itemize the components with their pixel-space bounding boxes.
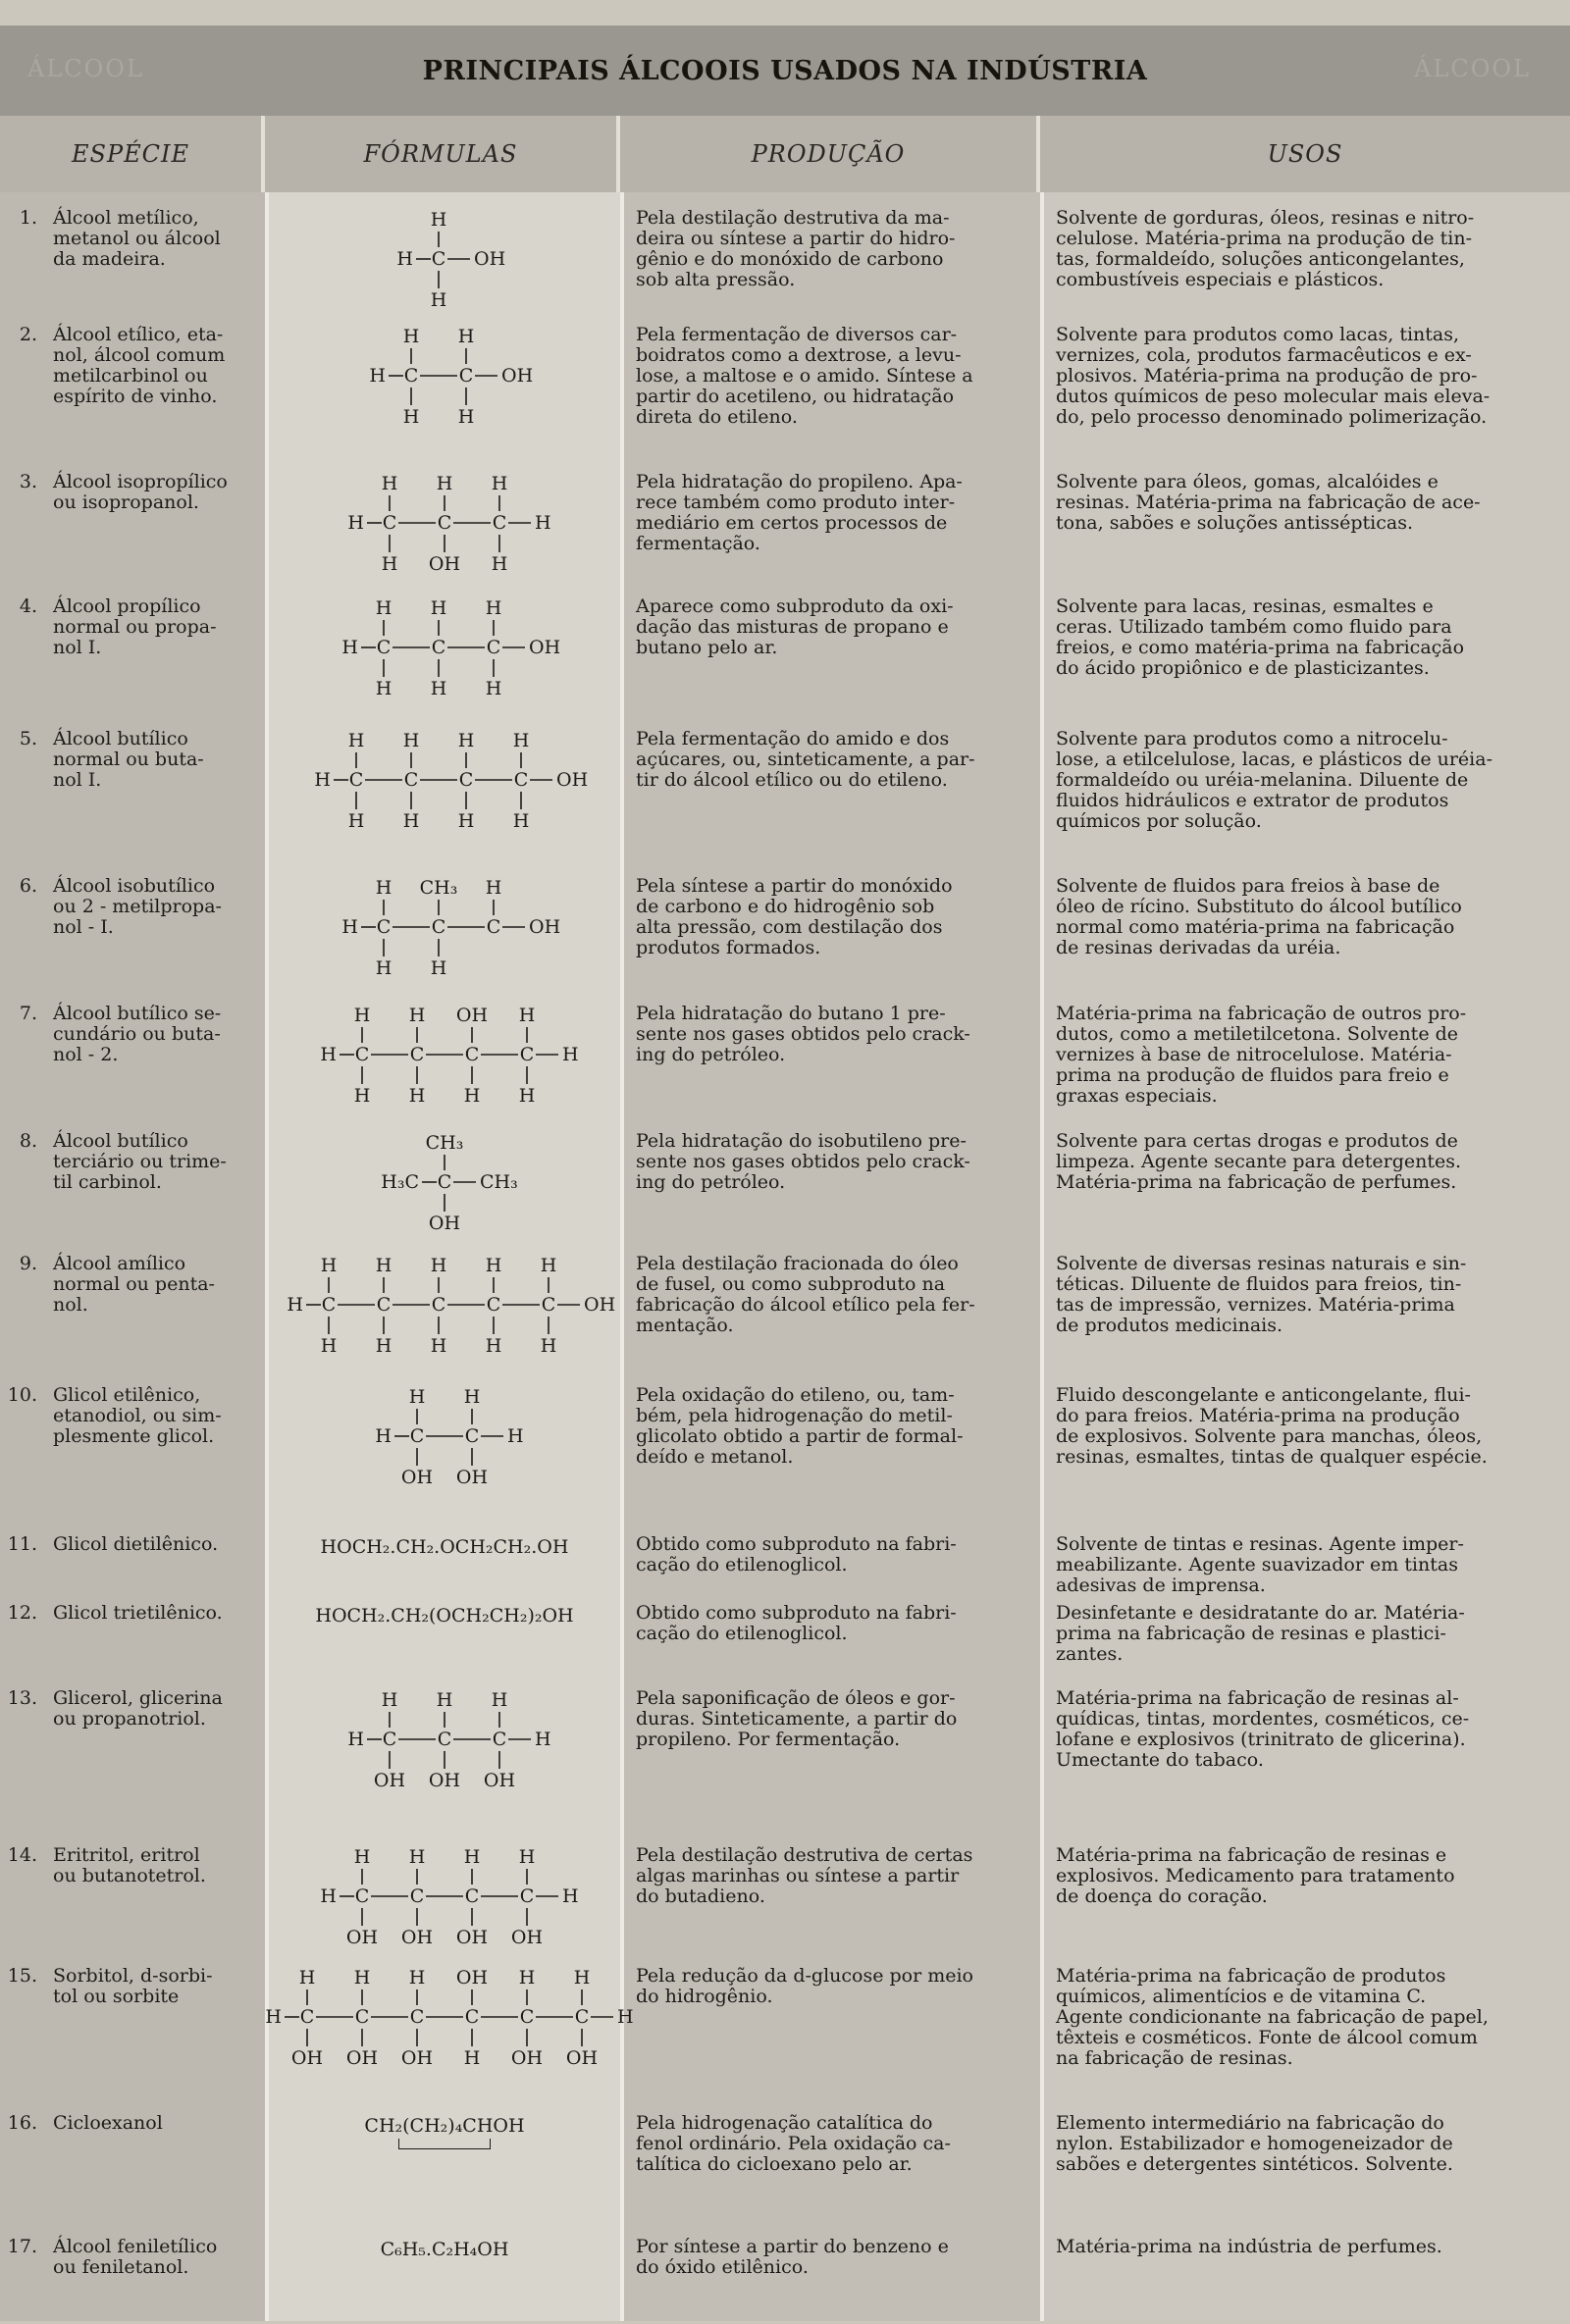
usos-cell: Solvente de fluidos para freios à base de óleo de rícino. Substituto do álcool butílico normal como matéria-prima na fabricação de resinas derivadas da uréia. xyxy=(1056,875,1462,958)
atom-label: OH xyxy=(290,2047,324,2069)
atom-label: H xyxy=(436,1689,453,1711)
atom-label: H xyxy=(320,1255,338,1276)
row-number: 12. xyxy=(7,1602,37,1624)
especie-name: Álcool isobutílico ou 2 - metilpropa- nol - I. xyxy=(53,875,222,938)
atom-label: H xyxy=(381,553,398,575)
usos-cell: Solvente para óleos, gomas, alcalóides e resinas. Matéria-prima na fabricação de ace- tona, sabões e soluções antissépticas. xyxy=(1056,471,1481,534)
formula-cell xyxy=(269,1845,620,1947)
atom-label: H xyxy=(341,916,358,938)
atom-label: C xyxy=(464,2006,480,2028)
producao-cell: Aparece como subproduto da oxi- dação das misturas de propano e butano pelo ar. xyxy=(636,595,954,658)
usos-cell: Solvente de tintas e resinas. Agente imper- meabilizante. Agente suavizador em tintas adesivas de imprensa. xyxy=(1056,1533,1464,1596)
atom-label: OH xyxy=(428,553,461,575)
formula-text: HOCH₂.CH₂.OCH₂CH₂.OH xyxy=(320,1536,569,1558)
atom-label: H xyxy=(518,1085,536,1107)
atom-label: OH xyxy=(556,769,589,791)
row-number: 2. xyxy=(19,324,37,345)
atom-label: H xyxy=(463,1085,481,1107)
producao-cell: Pela saponificação de óleos e gor- duras. Sinteticamente, a partir do propileno. Por fermentação. xyxy=(636,1687,958,1750)
atom-label: H xyxy=(430,209,447,231)
column-divider xyxy=(1040,192,1044,2321)
atom-label: C xyxy=(437,1729,452,1750)
formula-cell xyxy=(269,1004,620,1106)
structural-formula xyxy=(327,876,562,978)
atom-label: H xyxy=(408,1005,426,1026)
atom-label: OH xyxy=(529,916,561,938)
structural-formula xyxy=(333,472,556,574)
atom-label: H xyxy=(320,1044,337,1065)
formula-cell xyxy=(269,1385,620,1487)
atom-label: H xyxy=(347,512,364,534)
atom-label: C xyxy=(464,1885,480,1907)
row-number: 5. xyxy=(19,728,37,749)
atom-label: H xyxy=(353,1085,371,1107)
atom-label: H xyxy=(491,473,508,494)
producao-cell: Pela fermentação do amido e dos açúcares, ou, sinteticamente, a par- tir do álcool etílico ou do etileno. xyxy=(636,728,975,791)
atom-label: H xyxy=(347,730,365,751)
atom-label: OH xyxy=(345,1927,379,1948)
especie-name: Glicol trietilênico. xyxy=(53,1602,223,1624)
atom-label: C xyxy=(492,1729,507,1750)
structural-formula xyxy=(272,1254,617,1356)
atom-label: C xyxy=(403,769,419,791)
especie-name: Álcool butílico terciário ou trime- til carbinol. xyxy=(53,1130,227,1193)
atom-label: C xyxy=(354,1044,370,1065)
atom-label: H xyxy=(430,1335,447,1357)
especie-name: Glicol etilênico, etanodiol, ou sim- plesmente glicol. xyxy=(53,1384,222,1447)
atom-label: C xyxy=(541,1294,556,1316)
row-number: 6. xyxy=(19,875,37,897)
atom-label: H xyxy=(375,877,392,899)
row-number: 16. xyxy=(7,2112,37,2134)
atom-label: OH xyxy=(455,1927,489,1948)
formula-cell xyxy=(269,325,620,427)
atom-label: H xyxy=(430,957,447,979)
usos-cell: Matéria-prima na fabricação de produtos químicos, alimentícios e de vitamina C. Agente condicionante na fabricação de papel, têxteis e cosméticos. Fonte de álcool comum na fabricação de resinas. xyxy=(1056,1965,1489,2069)
especie-cell xyxy=(0,1004,257,1065)
atom-label: H xyxy=(457,730,475,751)
formula-cell xyxy=(269,1131,620,1233)
atom-label: OH xyxy=(529,637,561,658)
usos-cell: Elemento intermediário na fabricação do nylon. Estabilizador e homogeneizador de sabões e detergentes sintéticos. Solvente. xyxy=(1056,2112,1453,2175)
atom-label: H xyxy=(347,1729,364,1750)
atom-label: H xyxy=(485,877,502,899)
formula-cell xyxy=(269,1534,620,1558)
producao-cell: Pela oxidação do etileno, ou, tam- bém, pela hidrogenação do metil- glicolato obtido a partir de formal- deído e metanol. xyxy=(636,1384,964,1468)
atom-label: H xyxy=(287,1294,303,1316)
atom-label: C xyxy=(354,2006,370,2028)
producao-cell: Pela hidratação do isobutileno pre- sente nos gases obtidos pelo crack- ing do petróleo. xyxy=(636,1130,970,1193)
atom-label: H xyxy=(457,406,475,428)
especie-name: Eritritol, eritrol ou butanotetrol. xyxy=(53,1844,206,1886)
row-number: 11. xyxy=(7,1533,37,1555)
structural-formula xyxy=(250,1966,639,2068)
formula-cell xyxy=(269,596,620,698)
especie-cell xyxy=(0,596,257,658)
atom-label: H xyxy=(485,678,502,699)
row-number: 9. xyxy=(19,1253,37,1274)
atom-label: H xyxy=(408,1967,426,1988)
formula-cell xyxy=(269,2113,620,2149)
structural-formula xyxy=(364,1131,525,1233)
atom-label: C xyxy=(486,916,501,938)
especie-cell xyxy=(0,1131,257,1193)
especie-name: Cicloexanol xyxy=(53,2112,163,2134)
atom-label: OH xyxy=(455,1467,489,1488)
atom-label: OH xyxy=(428,1770,461,1791)
formula-text: CH₂(CH₂)₄CHOH xyxy=(364,2115,525,2137)
atom-label: H xyxy=(402,406,420,428)
atom-label: OH xyxy=(400,1467,434,1488)
atom-label: H xyxy=(353,1967,371,1988)
especie-cell xyxy=(0,2113,257,2134)
atom-label: H xyxy=(381,1689,398,1711)
atom-label: H xyxy=(617,2006,634,2028)
formula-cell xyxy=(269,1688,620,1790)
producao-cell: Pela redução da d-glucose por meio do hidrogênio. xyxy=(636,1965,973,2007)
atom-label: C xyxy=(464,1044,480,1065)
atom-label: H xyxy=(375,1335,392,1357)
atom-label: H xyxy=(353,1005,371,1026)
atom-label: H xyxy=(463,2047,481,2069)
atom-label: C xyxy=(409,1425,425,1447)
atom-label: H xyxy=(347,810,365,832)
table-header xyxy=(0,116,1570,192)
structural-formula xyxy=(305,1845,584,1947)
atom-label: H xyxy=(485,597,502,619)
atom-label: H xyxy=(375,1255,392,1276)
usos-cell: Desinfetante e desidratante do ar. Matéria- prima na fabricação de resinas e plastici- zantes. xyxy=(1056,1602,1465,1665)
especie-cell xyxy=(0,1603,257,1624)
atom-label: H xyxy=(485,1335,502,1357)
formula-text: HOCH₂.CH₂(OCH₂CH₂)₂OH xyxy=(315,1605,574,1627)
producao-cell: Por síntese a partir do benzeno e do óxido etilênico. xyxy=(636,2236,949,2278)
usos-cell: Solvente de diversas resinas naturais e sin- téticas. Diluente de fluidos para freios, tin- tas de impressão, vernizes. Matéria-prima de produtos medicinais. xyxy=(1056,1253,1467,1336)
atom-label: OH xyxy=(565,2047,599,2069)
especie-name: Álcool butílico normal ou buta- nol I. xyxy=(53,728,204,791)
atom-label: H xyxy=(457,326,475,347)
atom-label: H xyxy=(265,2006,282,2028)
producao-cell: Pela hidratação do propileno. Apa- rece também como produto inter- mediário em certos processos de fermentação. xyxy=(636,471,963,554)
atom-label: H xyxy=(518,1846,536,1868)
atom-label: CH₃ xyxy=(419,877,458,899)
ring-formula xyxy=(364,2113,524,2149)
atom-label: H xyxy=(512,730,530,751)
row-number: 3. xyxy=(19,471,37,492)
usos-cell: Solvente de gorduras, óleos, resinas e nitro- celulose. Matéria-prima na produção de tin- tas, formaldeído, soluções anticongelantes, combustíveis especiais e plásticos. xyxy=(1056,207,1475,290)
atom-label: H xyxy=(430,678,447,699)
formula-cell xyxy=(265,1966,634,2069)
formula-cell xyxy=(269,2237,620,2260)
especie-cell xyxy=(0,1966,257,2007)
producao-cell: Pela hidratação do butano 1 pre- sente nos gases obtidos pelo crack- ing do petróleo. xyxy=(636,1003,970,1065)
atom-label: H xyxy=(402,730,420,751)
atom-label: H xyxy=(518,1967,536,1988)
header-usos: USOS xyxy=(1267,140,1343,168)
structural-formula xyxy=(299,729,590,831)
atom-label: C xyxy=(431,637,446,658)
formula-cell xyxy=(269,1254,620,1356)
header-producao: PRODUÇÃO xyxy=(620,116,1040,192)
atom-label: C xyxy=(437,1171,452,1193)
producao-cell: Pela fermentação de diversos car- boidratos como a dextrose, a levu- lose, a maltose e o amido. Síntese a partir do acetileno, ou hidratação direta do etileno. xyxy=(636,324,973,428)
atom-label: OH xyxy=(373,1770,406,1791)
atom-label: H xyxy=(507,1425,524,1447)
atom-label: H xyxy=(463,1386,481,1408)
atom-label: H xyxy=(320,1335,338,1357)
atom-label: OH xyxy=(474,248,506,270)
atom-label: C xyxy=(574,2006,590,2028)
row-number: 15. xyxy=(7,1965,37,1987)
atom-label: C xyxy=(382,512,397,534)
atom-label: H xyxy=(430,289,447,311)
header-especie: ESPÉCIE xyxy=(0,116,265,192)
structural-formula xyxy=(333,1688,556,1790)
formula-cell xyxy=(269,1603,620,1627)
row-number: 4. xyxy=(19,595,37,617)
atom-label: C xyxy=(321,1294,337,1316)
producao-cell: Pela destilação destrutiva de certas algas marinhas ou síntese a partir do butadieno. xyxy=(636,1844,973,1907)
atom-label: CH₃ xyxy=(425,1132,464,1154)
atom-label: H xyxy=(535,1729,551,1750)
atom-label: OH xyxy=(510,1927,544,1948)
atom-label: H xyxy=(402,810,420,832)
atom-label: C xyxy=(492,512,507,534)
ghost-text-left: ÁLCOOL xyxy=(27,55,144,82)
usos-cell: Solvente para produtos como lacas, tintas, vernizes, cola, produtos farmacêuticos e ex- plosivos. Matéria-prima na produção de pro- dutos químicos de peso molecular mais eleva- do, pelo processo denominado polimerização. xyxy=(1056,324,1491,428)
atom-label: H xyxy=(457,810,475,832)
usos-cell: Solvente para certas drogas e produtos de limpeza. Agente secante para detergentes. Matéria-prima na fabricação de perfumes. xyxy=(1056,1130,1462,1193)
formula-cell xyxy=(269,472,620,574)
atom-label: OH xyxy=(510,2047,544,2069)
table-body xyxy=(0,192,1570,2321)
atom-label: C xyxy=(409,1044,425,1065)
atom-label: H xyxy=(298,1967,316,1988)
atom-label: C xyxy=(376,637,392,658)
especie-name: Álcool isopropílico ou isopropanol. xyxy=(53,471,228,513)
especie-name: Álcool feniletílico ou feniletanol. xyxy=(53,2236,218,2278)
especie-cell xyxy=(0,1385,257,1447)
usos-cell: Matéria-prima na fabricação de resinas e explosivos. Medicamento para tratamento de doença do coração. xyxy=(1056,1844,1455,1907)
especie-cell xyxy=(0,876,257,938)
title-band xyxy=(0,26,1570,116)
producao-cell: Obtido como subproduto na fabri- cação do etilenoglicol. xyxy=(636,1533,957,1575)
atom-label: H xyxy=(512,810,530,832)
atom-label: C xyxy=(431,248,446,270)
especie-cell xyxy=(0,325,257,407)
producao-cell: Pela hidrogenação catalítica do fenol ordinário. Pela oxidação ca- talítica do cicloexano pelo ar. xyxy=(636,2112,951,2175)
atom-label: H xyxy=(540,1255,557,1276)
atom-label: C xyxy=(409,1885,425,1907)
row-number: 13. xyxy=(7,1687,37,1709)
row-number: 1. xyxy=(19,207,37,229)
atom-label: C xyxy=(299,2006,315,2028)
atom-label: C xyxy=(382,1729,397,1750)
atom-label: H xyxy=(562,1885,579,1907)
producao-cell: Pela destilação destrutiva da ma- deira ou síntese a partir do hidro- gênio e do monóxido de carbono sob alta pressão. xyxy=(636,207,956,290)
atom-label: CH₃ xyxy=(480,1171,518,1193)
especie-cell xyxy=(0,1688,257,1730)
usos-cell: Fluido descongelante e anticongelante, flui- do para freios. Matéria-prima na produção de explosivos. Solvente para manchas, óleos, resinas, esmaltes, tintas de qualquer espécie. xyxy=(1056,1384,1488,1468)
usos-cell: Matéria-prima na fabricação de resinas al- quídicas, tintas, mordentes, cosméticos, ce- lofane e explosivos (trinitrato de glicerina). Umectante do tabaco. xyxy=(1056,1687,1470,1771)
atom-label: OH xyxy=(400,2047,434,2069)
atom-label: H xyxy=(369,365,386,387)
especie-cell xyxy=(0,1534,257,1555)
atom-label: C xyxy=(464,1425,480,1447)
row-number: 10. xyxy=(7,1384,37,1406)
atom-label: H xyxy=(375,678,392,699)
atom-label: C xyxy=(376,916,392,938)
atom-label: H xyxy=(430,597,447,619)
atom-label: C xyxy=(519,1885,535,1907)
atom-label: OH xyxy=(455,1967,489,1988)
atom-label: OH xyxy=(455,1005,489,1026)
structural-formula xyxy=(354,325,535,427)
atom-label: H xyxy=(341,637,358,658)
atom-label: H xyxy=(485,1255,502,1276)
atom-label: C xyxy=(486,637,501,658)
atom-label: H xyxy=(402,326,420,347)
especie-cell xyxy=(0,2237,257,2278)
header-formulas: FÓRMULAS xyxy=(265,116,620,192)
usos-cell: Matéria-prima na fabricação de outros pro- dutos, como a metiletilcetona. Solvente de vernizes à base de nitrocelulose. Matéria- prima na produção de fluidos para freio e graxas especiais. xyxy=(1056,1003,1467,1107)
row-number: 14. xyxy=(7,1844,37,1866)
atom-label: C xyxy=(513,769,529,791)
especie-cell xyxy=(0,1254,257,1316)
especie-name: Sorbitol, d-sorbi- tol ou sorbite xyxy=(53,1965,213,2007)
atom-label: H xyxy=(491,553,508,575)
atom-label: H xyxy=(562,1044,579,1065)
especie-name: Glicol dietilênico. xyxy=(53,1533,219,1555)
atom-label: H xyxy=(540,1335,557,1357)
atom-label: C xyxy=(409,2006,425,2028)
atom-label: C xyxy=(458,365,474,387)
atom-label: H xyxy=(375,597,392,619)
atom-label: OH xyxy=(345,2047,379,2069)
atom-label: OH xyxy=(584,1294,616,1316)
usos-cell: Matéria-prima na indústria de perfumes. xyxy=(1056,2236,1442,2257)
formula-text: C₆H₅.C₂H₄OH xyxy=(380,2239,509,2260)
usos-cell: Solvente para lacas, resinas, esmaltes e ceras. Utilizado também como fluido para freios, e como matéria-prima na fabricação do ácido propiônico e de plasticizantes. xyxy=(1056,595,1465,679)
row-number: 7. xyxy=(19,1003,37,1024)
row-number: 17. xyxy=(7,2236,37,2257)
atom-label: C xyxy=(431,916,446,938)
atom-label: H xyxy=(408,1846,426,1868)
especie-cell xyxy=(0,208,257,270)
atom-label: H xyxy=(430,1255,447,1276)
atom-label: H₃C xyxy=(381,1171,419,1193)
atom-label: H xyxy=(353,1846,371,1868)
usos-cell: Solvente para produtos como a nitrocelu- lose, a etilcelulose, lacas, e plásticos de uréia- formaldeído ou uréia-melanina. Diluente de fluidos hidráulicos e extrator de produtos químicos por solução. xyxy=(1056,728,1492,832)
structural-formula xyxy=(327,596,562,698)
atom-label: H xyxy=(535,512,551,534)
especie-name: Álcool amílico normal ou penta- nol. xyxy=(53,1253,215,1316)
atom-label: C xyxy=(431,1294,446,1316)
atom-label: H xyxy=(518,1005,536,1026)
especie-name: Álcool butílico se- cundário ou buta- nol - 2. xyxy=(53,1003,222,1065)
atom-label: H xyxy=(408,1085,426,1107)
atom-label: H xyxy=(314,769,331,791)
atom-label: C xyxy=(376,1294,392,1316)
especie-name: Álcool metílico, metanol ou álcool da madeira. xyxy=(53,207,221,270)
especie-cell xyxy=(0,729,257,791)
atom-label: C xyxy=(519,1044,535,1065)
ring-bracket xyxy=(398,2139,491,2149)
atom-label: OH xyxy=(428,1213,461,1234)
row-number: 8. xyxy=(19,1130,37,1152)
atom-label: H xyxy=(436,473,453,494)
atom-label: OH xyxy=(501,365,534,387)
producao-cell: Pela síntese a partir do monóxido de carbono e do hidrogênio sob alta pressão, com destilação dos produtos formados. xyxy=(636,875,953,958)
formula-cell xyxy=(269,729,620,831)
atom-label: OH xyxy=(400,1927,434,1948)
atom-label: C xyxy=(403,365,419,387)
especie-name: Álcool propílico normal ou propa- nol I. xyxy=(53,595,217,658)
atom-label: C xyxy=(437,512,452,534)
especie-name: Glicerol, glicerina ou propanotriol. xyxy=(53,1687,223,1730)
atom-label: H xyxy=(375,957,392,979)
structural-formula xyxy=(382,208,507,310)
atom-label: C xyxy=(519,2006,535,2028)
atom-label: C xyxy=(458,769,474,791)
ghost-text-right: ÁLCOOL xyxy=(1414,55,1531,82)
structural-formula xyxy=(305,1004,584,1106)
especie-cell xyxy=(0,1845,257,1886)
atom-label: C xyxy=(486,1294,501,1316)
atom-label: H xyxy=(396,248,413,270)
atom-label: H xyxy=(381,473,398,494)
atom-label: C xyxy=(354,1885,370,1907)
especie-cell xyxy=(0,472,257,513)
atom-label: H xyxy=(375,1425,392,1447)
atom-label: C xyxy=(348,769,364,791)
formula-cell xyxy=(269,208,620,310)
atom-label: H xyxy=(491,1689,508,1711)
structural-formula xyxy=(360,1385,529,1487)
producao-cell: Obtido como subproduto na fabri- cação do etilenoglicol. xyxy=(636,1602,957,1644)
atom-label: H xyxy=(573,1967,591,1988)
atom-label: H xyxy=(463,1846,481,1868)
producao-cell: Pela destilação fracionada do óleo de fusel, ou como subproduto na fabricação do álcool etílico pela fer- mentação. xyxy=(636,1253,975,1336)
atom-label: OH xyxy=(483,1770,516,1791)
atom-label: H xyxy=(320,1885,337,1907)
page-title: PRINCIPAIS ÁLCOOIS USADOS NA INDÚSTRIA xyxy=(422,55,1148,86)
formula-cell xyxy=(269,876,620,978)
especie-name: Álcool etílico, eta- nol, álcool comum metilcarbinol ou espírito de vinho. xyxy=(53,324,226,407)
atom-label: H xyxy=(408,1386,426,1408)
